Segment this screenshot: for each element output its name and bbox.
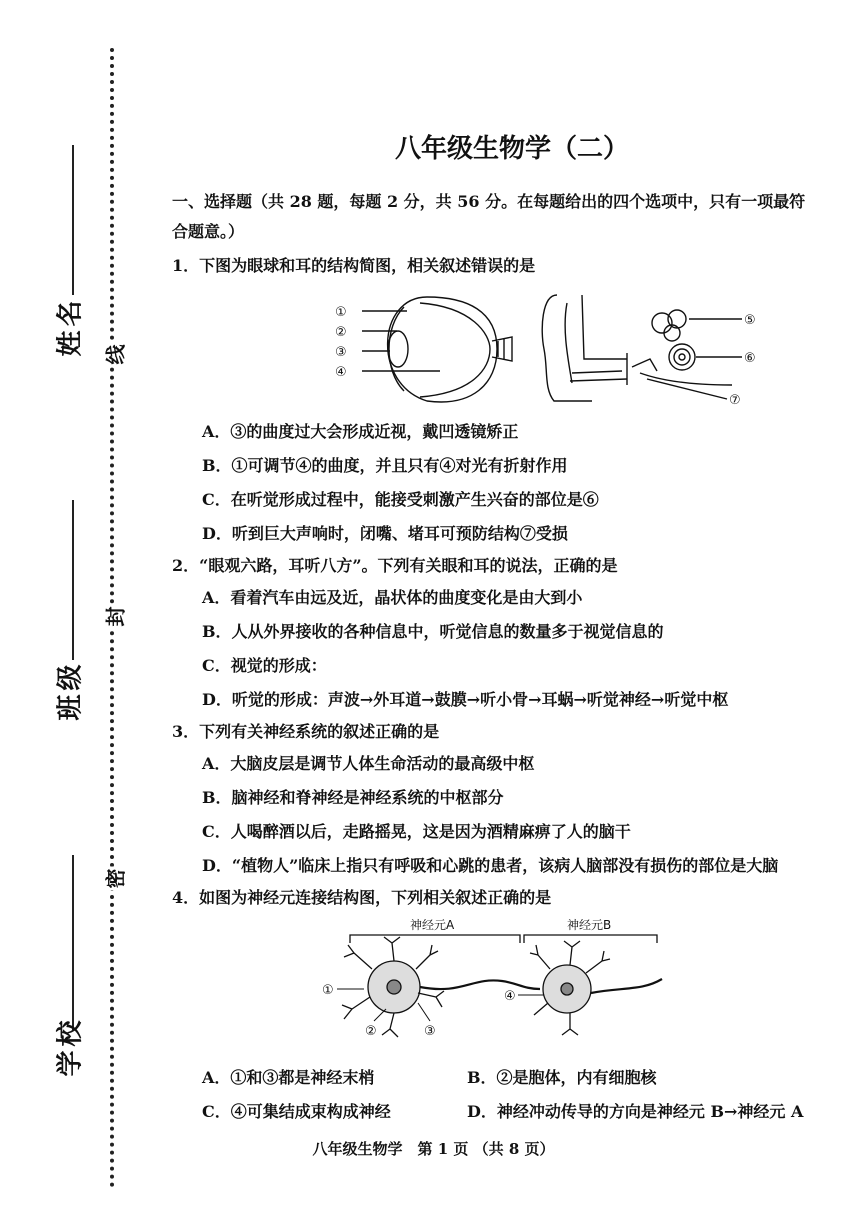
seal-char-xian: 线 — [98, 343, 131, 367]
q4-option-d: D．神经冲动传导的方向是神经元 B→神经元 A — [467, 1102, 804, 1121]
neuron-b-label: 神经元B — [567, 918, 612, 932]
eye-ear-figure — [172, 289, 852, 409]
ear-label-6: ⑥ — [744, 351, 756, 366]
neuron-label-2: ② — [365, 1024, 377, 1039]
q1-option-c: C．在听觉形成过程中，能接受刺激产生兴奋的部位是⑥ — [202, 490, 599, 509]
neuron-a-drawing — [342, 937, 540, 1037]
q2-option-d: D．听觉的形成：声波→外耳道→鼓膜→听小骨→耳蜗→听觉神经→听觉中枢 — [202, 690, 729, 709]
eye-ear-diagram — [172, 289, 852, 409]
page-title: 八年级生物学（二） — [394, 134, 629, 164]
neuron-label-1: ① — [322, 983, 334, 998]
binding-margin — [0, 0, 140, 1226]
neuron-b-drawing — [530, 941, 662, 1035]
school-label: 学校 — [55, 1016, 86, 1077]
section-heading: 一、选择题（共 28 题，每题 2 分，共 56 分。在每题给出的四个选项中，只有一项最符 — [172, 192, 806, 211]
seal-char-mi: 密 — [98, 867, 131, 891]
q4-option-a: A．①和③都是神经末梢 — [202, 1068, 375, 1087]
eye-label-group — [335, 305, 347, 380]
page-footer: 八年级生物学 第 1 页 （共 8 页） — [312, 1140, 555, 1158]
q4-options-row-2 — [172, 1095, 852, 1129]
eye-label-3: ③ — [335, 345, 347, 360]
q1-option-a: A．③的曲度过大会形成近视，戴凹透镜矫正 — [202, 422, 519, 441]
class-label: 班级 — [55, 660, 86, 721]
neuron-diagram — [172, 917, 852, 1057]
q4-option-b: B．②是胞体，内有细胞核 — [467, 1068, 657, 1087]
name-fill-line — [72, 145, 74, 295]
eye-label-4: ④ — [335, 365, 347, 380]
q4-option-c: C．④可集结成束构成神经 — [202, 1102, 391, 1121]
eyeball-drawing — [362, 297, 512, 402]
q3-option-a: A．大脑皮层是调节人体生命活动的最高级中枢 — [202, 754, 535, 773]
ear-drawing — [542, 295, 742, 401]
seal-char-feng: 封 — [98, 605, 131, 629]
q2-option-c: C．视觉的形成： — [202, 656, 327, 675]
neuron-figure — [172, 917, 852, 1057]
q1-option-d: D．听到巨大声响时，闭嘴、堵耳可预防结构⑦受损 — [202, 524, 568, 543]
neuron-brackets — [350, 935, 657, 943]
eye-label-2: ② — [335, 325, 347, 340]
section-heading-cont: 合题意。） — [172, 222, 245, 241]
neuron-label-3: ③ — [424, 1024, 436, 1039]
school-fill-line — [72, 855, 74, 1030]
neuron-label-4: ④ — [504, 989, 516, 1004]
q1-option-b: B．①可调节④的曲度，并且只有④对光有折射作用 — [202, 456, 568, 475]
ear-label-5: ⑤ — [744, 313, 756, 328]
ear-label-group — [729, 313, 756, 408]
class-fill-line — [72, 500, 74, 660]
question-4-stem: 4．如图为神经元连接结构图，下列相关叙述正确的是 — [172, 888, 552, 907]
q2-option-a: A．看着汽车由远及近，晶状体的曲度变化是由大到小 — [202, 588, 583, 607]
eye-label-1: ① — [335, 305, 347, 320]
q3-option-d: D．“植物人”临床上指只有呼吸和心跳的患者，该病人脑部没有损伤的部位是大脑 — [202, 856, 779, 875]
q2-option-b: B．人从外界接收的各种信息中，听觉信息的数量多于视觉信息的 — [202, 622, 664, 641]
name-label: 姓名 — [55, 296, 86, 357]
ear-label-7: ⑦ — [729, 393, 741, 408]
neuron-a-label: 神经元A — [410, 918, 455, 932]
exam-content — [172, 110, 852, 1129]
q3-option-c: C．人喝醉酒以后，走路摇晃，这是因为酒精麻痹了人的脑干 — [202, 822, 631, 841]
q3-option-b: B．脑神经和脊神经是神经系统的中枢部分 — [202, 788, 504, 807]
q4-options-row-1 — [172, 1061, 852, 1095]
question-1-stem: 1．下图为眼球和耳的结构简图，相关叙述错误的是 — [172, 256, 536, 275]
question-2-stem: 2．“眼观六路，耳听八方”。下列有关眼和耳的说法，正确的是 — [172, 556, 618, 575]
question-3-stem: 3．下列有关神经系统的叙述正确的是 — [172, 722, 440, 741]
